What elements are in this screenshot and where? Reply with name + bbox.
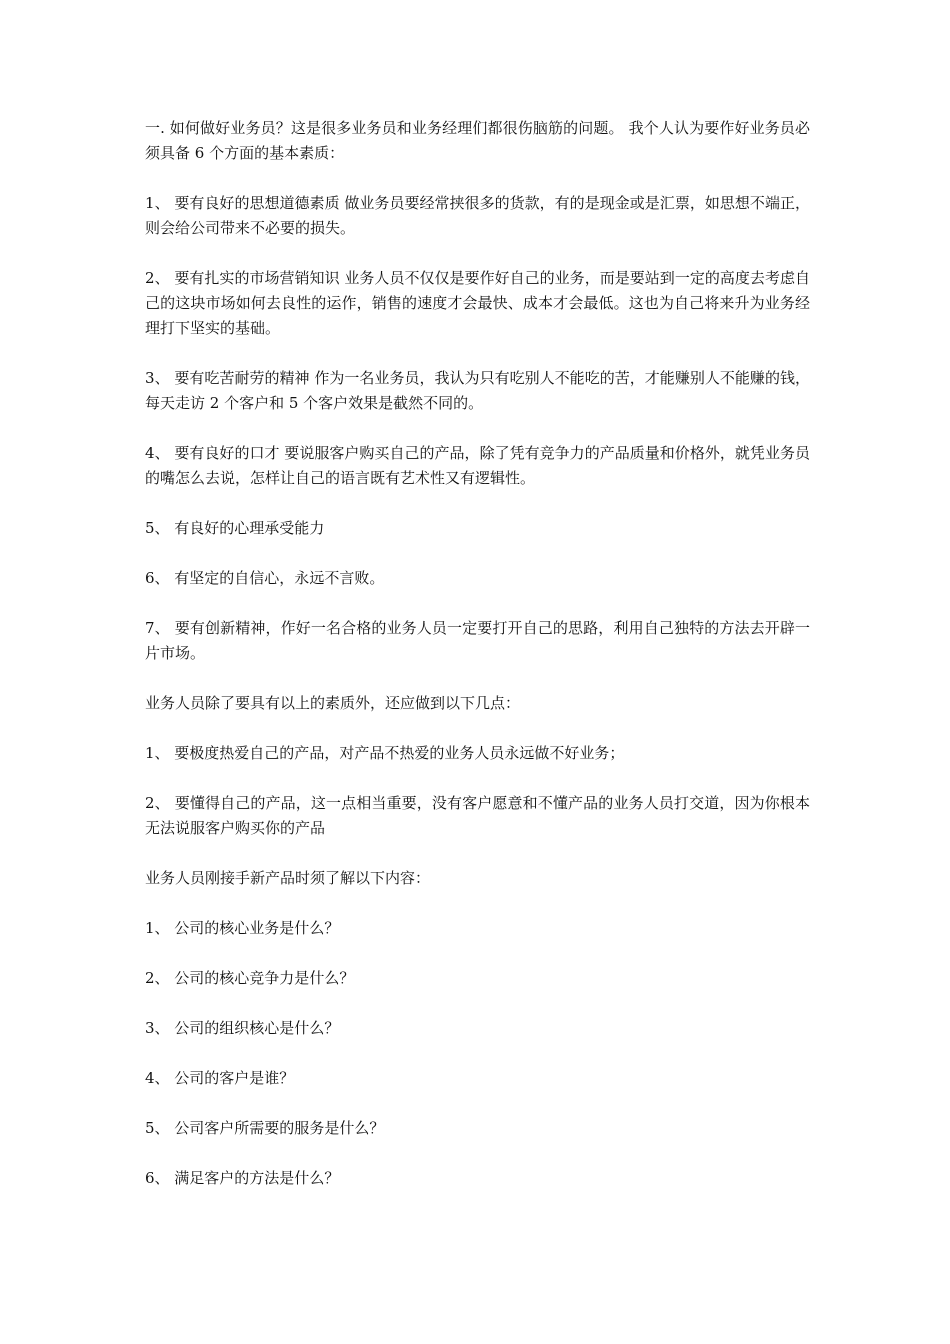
document-page — [145, 116, 810, 1216]
question-item-6: 6、 满足客户的方法是什么？ — [145, 1169, 340, 1187]
quality-item-1: 1、 要有良好的思想道德素质 做业务员要经常挟很多的货款，有的是现金或是汇票，如思想不端正，则会给公司带来不必要的损失。 — [145, 194, 810, 237]
intro-paragraph: 一. 如何做好业务员？这是很多业务员和业务经理们都很伤脑筋的问题。 我个人认为要作好业务员必须具备 6 个方面的基本素质： — [145, 119, 810, 162]
extra-point-2: 2、 要懂得自己的产品，这一点相当重要，没有客户愿意和不懂产品的业务人员打交道，因为你根本无法说服客户购买你的产品 — [145, 794, 810, 837]
extra-point-1: 1、 要极度热爱自己的产品，对产品不热爱的业务人员永远做不好业务； — [145, 744, 625, 762]
question-item-2: 2、 公司的核心竞争力是什么？ — [145, 969, 355, 987]
extra-points-heading: 业务人员除了要具有以上的素质外，还应做到以下几点： — [145, 694, 521, 712]
quality-item-4: 4、 要有良好的口才 要说服客户购买自己的产品，除了凭有竞争力的产品质量和价格外，就凭业务员的嘴怎么去说，怎样让自己的语言既有艺术性又有逻辑性。 — [145, 444, 810, 487]
quality-item-2: 2、 要有扎实的市场营销知识 业务人员不仅仅是要作好自己的业务，而是要站到一定的高度去考虑自己的这块市场如何去良性的运作，销售的速度才会最快、成本才会最低。这也为自己将来升为业务经理打下坚实的基础。 — [145, 269, 810, 337]
quality-item-3: 3、 要有吃苦耐劳的精神 作为一名业务员，我认为只有吃别人不能吃的苦，才能赚别人不能赚的钱，每天走访 2 个客户和 5 个客户效果是截然不同的。 — [145, 369, 810, 412]
new-product-heading: 业务人员刚接手新产品时须了解以下内容： — [145, 869, 431, 887]
question-item-4: 4、 公司的客户是谁？ — [145, 1069, 295, 1087]
question-item-5: 5、 公司客户所需要的服务是什么？ — [145, 1119, 385, 1137]
quality-item-6: 6、 有坚定的自信心，永远不言败。 — [145, 569, 385, 587]
question-item-1: 1、 公司的核心业务是什么？ — [145, 919, 340, 937]
quality-item-7: 7、 要有创新精神，作好一名合格的业务人员一定要打开自己的思路，利用自己独特的方法去开辟一片市场。 — [145, 619, 810, 662]
question-item-3: 3、 公司的组织核心是什么？ — [145, 1019, 340, 1037]
quality-item-5: 5、 有良好的心理承受能力 — [145, 519, 325, 537]
